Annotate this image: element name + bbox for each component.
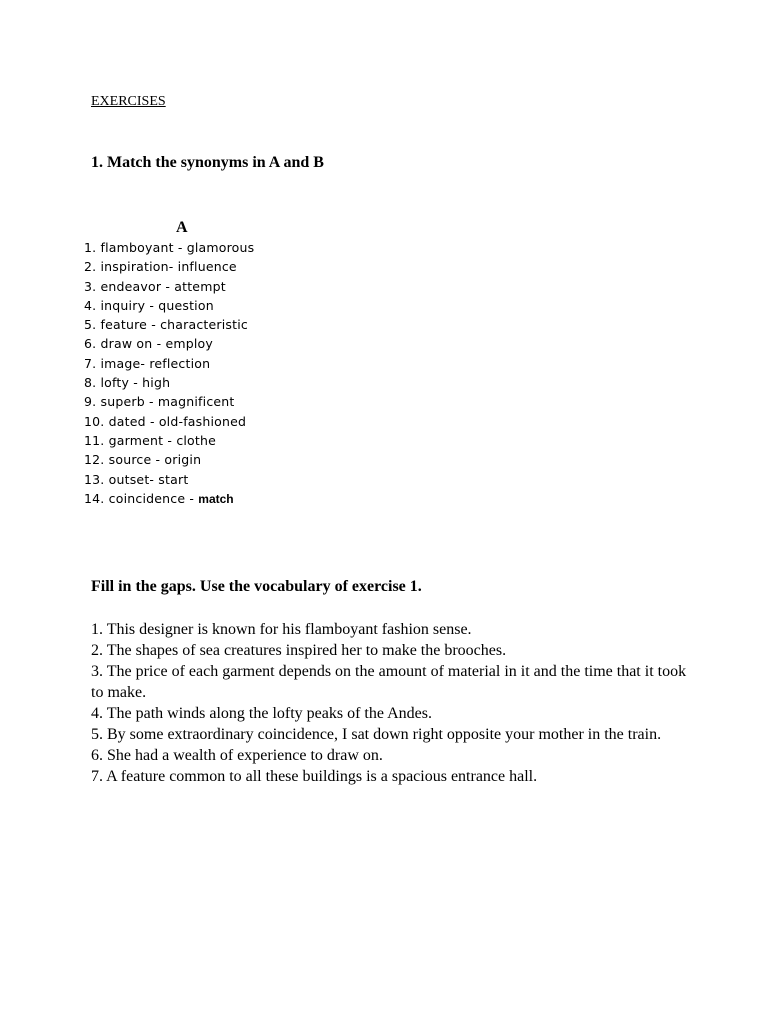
synonym-pair: 9. superb - magnificent <box>84 394 235 410</box>
synonym-pair: 3. endeavor - attempt <box>84 278 226 294</box>
synonym-emphasis: match <box>198 491 234 506</box>
synonym-pair: 2. inspiration- influence <box>84 259 237 275</box>
synonym-pair: 1. flamboyant - glamorous <box>84 240 255 255</box>
synonym-pair: 13. outset- start <box>84 471 189 487</box>
synonym-pair: 7. image- reflection <box>84 355 211 371</box>
synonym-pair-text: 14. coincidence - <box>84 490 199 506</box>
sentence-item: 7. A feature common to all these buildings is a spacious entrance hall. <box>91 768 538 785</box>
gap-fill-sentences-list <box>91 619 691 787</box>
column-a-header: A <box>176 219 188 236</box>
sentence-item: 1. This designer is known for his flamboyant fashion sense. <box>91 621 472 638</box>
synonym-pairs-list <box>84 238 254 509</box>
synonym-pair: 8. lofty - high <box>84 375 171 391</box>
synonym-pair: 5. feature - characteristic <box>84 317 248 333</box>
synonym-pair: 11. garment - clothe <box>84 432 217 448</box>
synonym-pair: 6. draw on - employ <box>84 336 213 352</box>
sentence-item: 3. The price of each garment depends on the amount of material in it and the time that it took to make. <box>91 663 687 701</box>
sentence-item: 6. She had a wealth of experience to draw on. <box>91 747 383 764</box>
synonym-pair: 4. inquiry - question <box>84 297 214 313</box>
synonym-pair: 12. source - origin <box>84 452 202 468</box>
sentence-item: 5. By some extraordinary coincidence, I sat down right opposite your mother in the train. <box>91 726 662 743</box>
sentence-item: 4. The path winds along the lofty peaks of the Andes. <box>91 705 432 722</box>
sentence-item: 2. The shapes of sea creatures inspired her to make the brooches. <box>91 642 507 659</box>
exercise-2-title: Fill in the gaps. Use the vocabulary of exercise 1. <box>91 578 422 595</box>
exercises-heading: EXERCISES <box>91 94 166 109</box>
synonym-pair: 10. dated - old-fashioned <box>84 413 247 429</box>
exercise-1-title: 1. Match the synonyms in A and B <box>91 154 324 171</box>
synonym-pair <box>84 489 254 509</box>
